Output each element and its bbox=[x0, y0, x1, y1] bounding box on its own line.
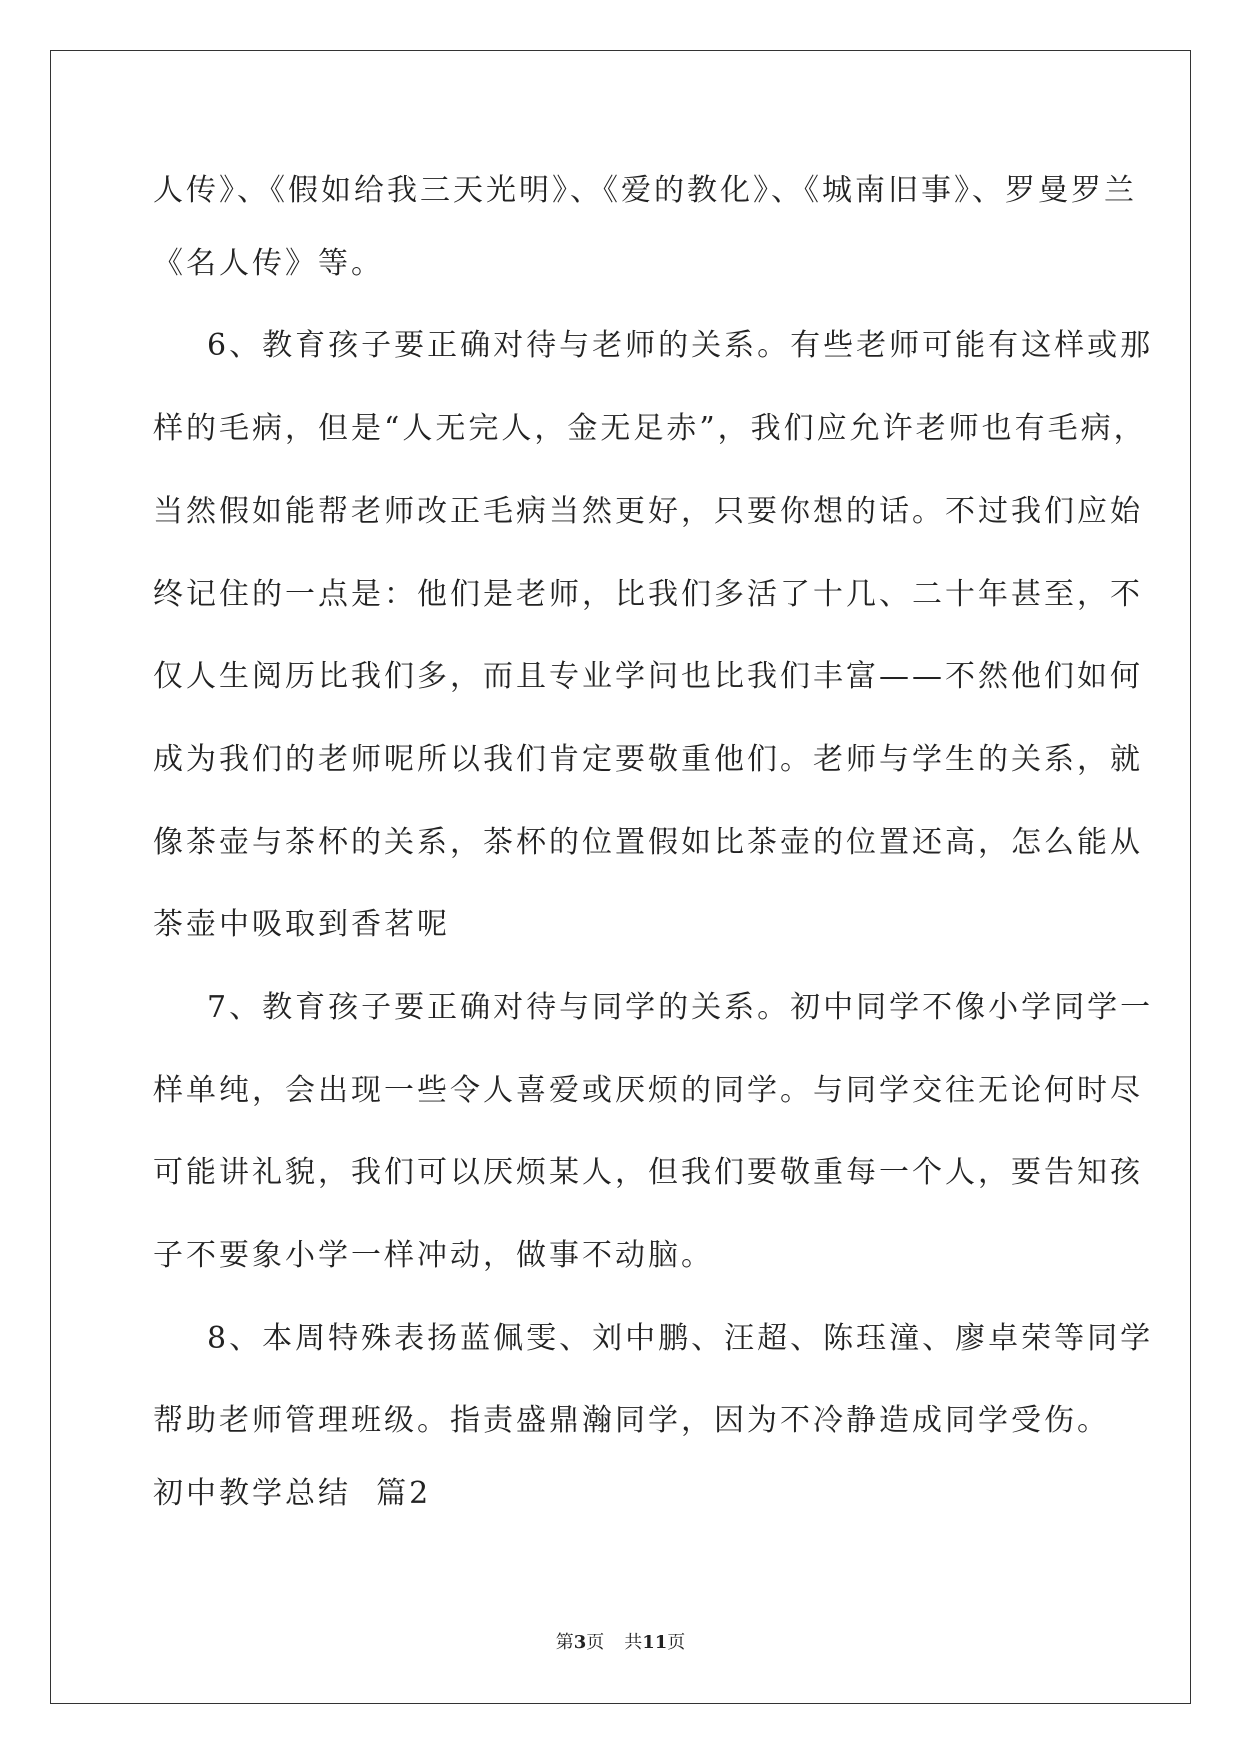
text-line: 样单纯，会出现一些令人喜爱或厌烦的同学。与同学交往无论何时尽 bbox=[153, 1073, 1143, 1108]
section-heading: 初中教学总结 篇2 bbox=[153, 1476, 432, 1511]
page-prefix: 第 bbox=[555, 1632, 574, 1653]
total-suffix: 页 bbox=[667, 1632, 686, 1653]
text-line: 子不要象小学一样冲动，做事不动脑。 bbox=[153, 1238, 714, 1273]
total-prefix: 共 bbox=[624, 1632, 643, 1653]
text-line: 茶壶中吸取到香茗呢 bbox=[153, 907, 450, 942]
page-border bbox=[50, 50, 1191, 1704]
text-line: 人传》、《假如给我三天光明》、《爱的教化》、《城南旧事》、罗曼罗兰 bbox=[153, 173, 1137, 208]
page-current: 3 bbox=[573, 1632, 587, 1653]
text-line: 《名人传》等。 bbox=[153, 246, 384, 281]
text-line: 帮助老师管理班级。指责盛鼎瀚同学，因为不冷静造成同学受伤。 bbox=[153, 1403, 1110, 1438]
paragraph-6-start: 6、教育孩子要正确对待与老师的关系。有些老师可能有这样或那 bbox=[207, 328, 1154, 363]
text-line: 当然假如能帮老师改正毛病当然更好，只要你想的话。不过我们应始 bbox=[153, 494, 1143, 529]
text-line: 成为我们的老师呢所以我们肯定要敬重他们。老师与学生的关系，就 bbox=[153, 742, 1143, 777]
text-line: 仅人生阅历比我们多，而且专业学问也比我们丰富——不然他们如何 bbox=[153, 659, 1143, 694]
text-line: 样的毛病，但是“人无完人，金无足赤”，我们应允许老师也有毛病， bbox=[153, 411, 1147, 446]
text-line: 终记住的一点是：他们是老师，比我们多活了十几、二十年甚至，不 bbox=[153, 577, 1143, 612]
text-line: 像茶壶与茶杯的关系，茶杯的位置假如比茶壶的位置还高，怎么能从 bbox=[153, 825, 1143, 860]
paragraph-7-start: 7、教育孩子要正确对待与同学的关系。初中同学不像小学同学一 bbox=[207, 990, 1154, 1025]
page-footer bbox=[0, 1632, 1241, 1654]
paragraph-8-start: 8、本周特殊表扬蓝佩雯、刘中鹏、汪超、陈珏潼、廖卓荣等同学 bbox=[207, 1321, 1154, 1356]
page-suffix: 页 bbox=[586, 1632, 605, 1653]
text-line: 可能讲礼貌，我们可以厌烦某人，但我们要敬重每一个人，要告知孩 bbox=[153, 1155, 1143, 1190]
page-total: 11 bbox=[642, 1632, 668, 1653]
